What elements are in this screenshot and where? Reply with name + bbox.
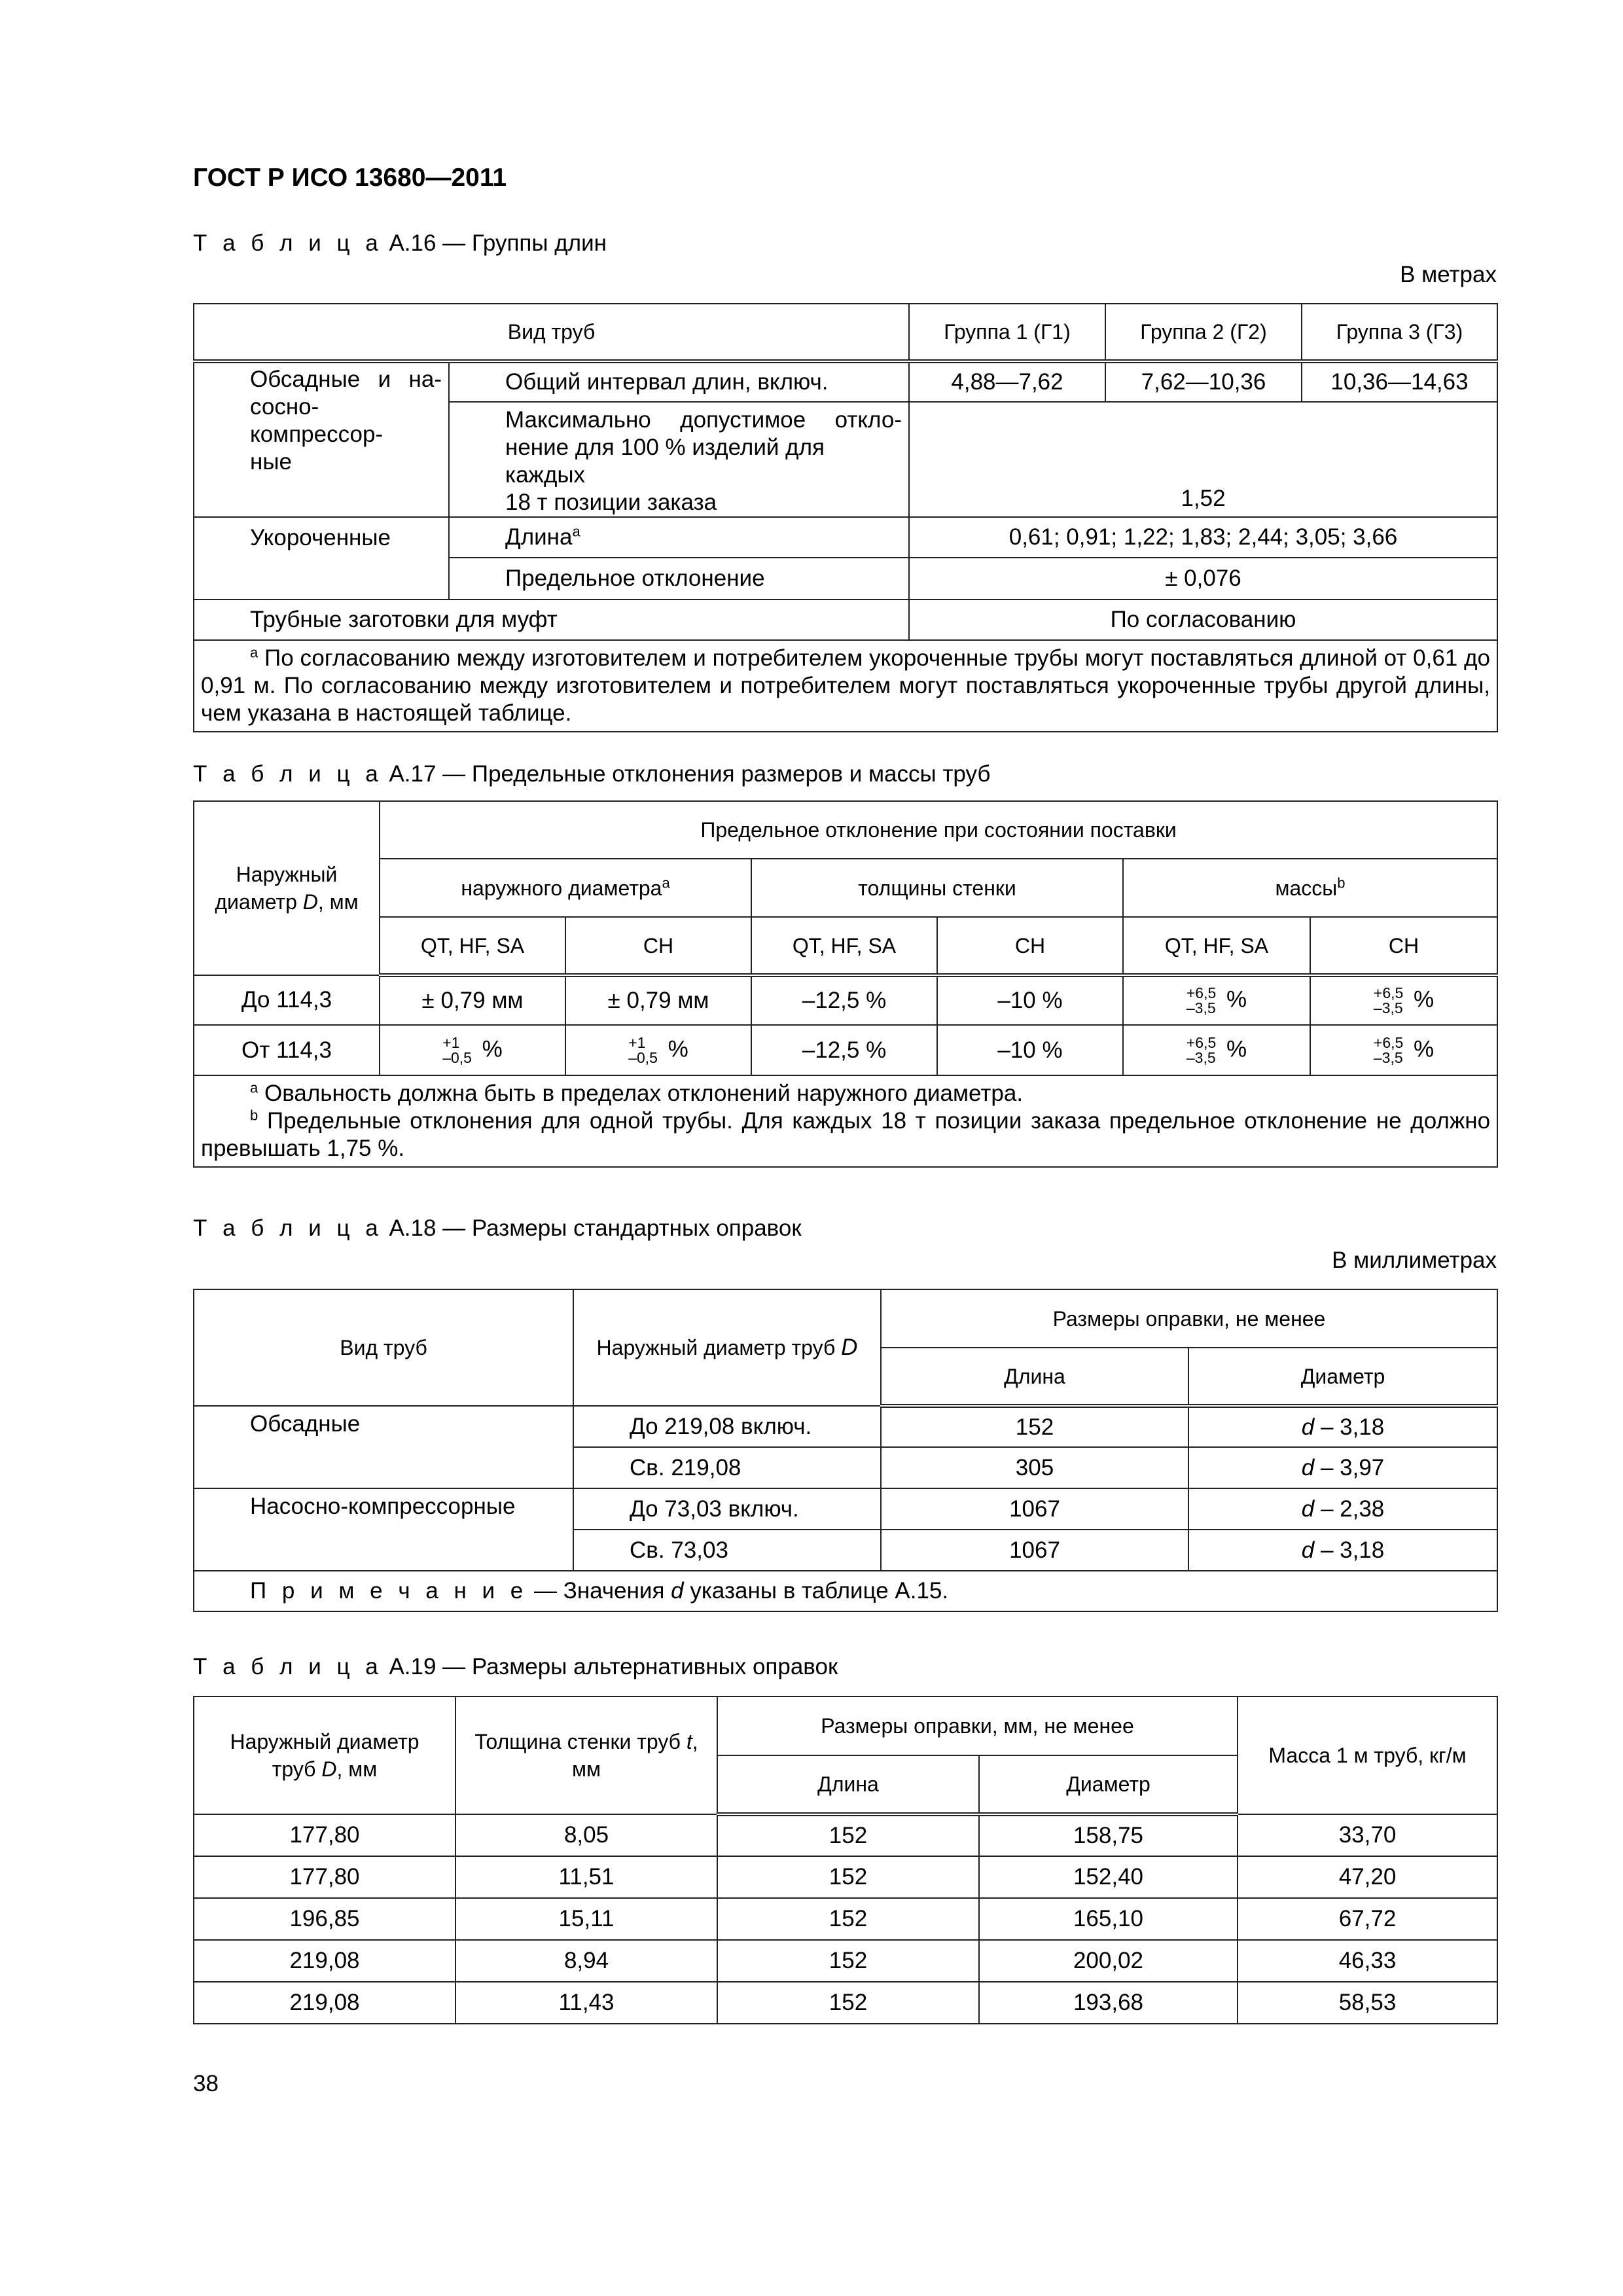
cell: –10 % [937,1025,1123,1075]
cell: Общий интервал длин, включ. [449,361,909,402]
cell: 152 [717,1814,979,1856]
col-header: Размеры оправки, мм, не менее [717,1696,1238,1755]
cell: 152 [717,1940,979,1982]
table-row [194,1025,1497,1075]
cell: От 114,3 [194,1025,380,1075]
cell: ± 0,076 [909,558,1497,600]
caption-prefix: Т а б л и ц а [193,1215,383,1241]
cell: 11,43 [455,1982,717,2024]
table-row [194,975,1497,1025]
cell: 67,72 [1238,1898,1497,1940]
table-a16 [193,303,1498,732]
cell: 177,80 [194,1814,455,1856]
col-header: Вид труб [194,304,909,361]
sub-header: Диаметр [979,1755,1238,1814]
col-header: Предельное отклонение при состоянии поставки [380,801,1497,859]
caption-text: А.19 — Размеры альтернативных оправок [382,1654,838,1679]
cell: Св. 73,03 [573,1530,881,1571]
row-label: Укороченные [194,517,449,600]
sub-header: QT, HF, SA [380,917,565,975]
cell: Длина$^a$ [449,517,909,558]
col-header: Толщина стенки труб t, мм [455,1696,717,1814]
cell: 152 [717,1856,979,1898]
cell: 1067 [881,1488,1188,1530]
table-row [194,1982,1497,2024]
cell: Предельное отклонение [449,558,909,600]
cell: +6,5 –3,5 % [1123,975,1310,1025]
cell: d – 3,18 [1188,1530,1497,1571]
col-header: Наружный диаметр D, мм [194,801,380,975]
cell: 152 [881,1406,1188,1447]
col-header: Наружный диаметр труб D [573,1289,881,1406]
row-label: Обсадные [194,1406,573,1488]
document-id: ГОСТ Р ИСО 13680—2011 [193,164,507,192]
cell: По согласованию [909,600,1497,640]
cell: До 219,08 включ. [573,1406,881,1447]
table-row [194,1898,1497,1940]
caption-text: А.17 — Предельные отклонения размеров и массы труб [382,761,991,787]
cell: 1,52 [909,402,1497,517]
col-header: Размеры оправки, не менее [881,1289,1497,1348]
tolerance: +1 –0,5 [442,1033,472,1066]
table-a19-caption [193,1654,838,1680]
tolerance: +6,5 –3,5 [1373,984,1404,1016]
cell: ± 0,79 мм [380,975,565,1025]
cell: 8,94 [455,1940,717,1982]
caption-text: А.18 — Размеры стандартных оправок [382,1215,802,1241]
cell: 177,80 [194,1856,455,1898]
caption-prefix: Т а б л и ц а [193,1654,383,1679]
cell: –10 % [937,975,1123,1025]
table-footnote: $^a$ По согласованию между изготовителем и потребителем укороченные трубы могут поставляться длиной от 0,61 до 0,91 м. По согласованию между изготовителем и потребителем могут поставляться укороченные трубы другой длины, чем указана в настоящей таблице. [194,640,1497,732]
table-a17-caption [193,761,990,787]
sub-header: QT, HF, SA [1123,917,1310,975]
sub-header: CH [565,917,751,975]
row-label: Трубные заготовки для муфт [194,600,909,640]
cell: 196,85 [194,1898,455,1940]
cell: 219,08 [194,1940,455,1982]
cell: До 114,3 [194,975,380,1025]
sub-header: CH [1310,917,1497,975]
table-a16-caption [193,230,607,257]
col-header: Вид труб [194,1289,573,1406]
cell: 152 [717,1982,979,2024]
cell: 10,36—14,63 [1302,361,1497,402]
caption-prefix: Т а б л и ц а [193,761,383,787]
caption-text: А.16 — Группы длин [382,230,607,256]
table-a17 [193,800,1498,1168]
cell: 1067 [881,1530,1188,1571]
cell: Максимально допустимое откло- нение для 100 % изделий для каждых 18 т позиции заказа [449,402,909,517]
cell: –12,5 % [751,975,937,1025]
cell: 7,62—10,36 [1105,361,1302,402]
col-header: толщины стенки [751,859,1123,917]
cell: 33,70 [1238,1814,1497,1856]
sub-header: Длина [881,1348,1188,1406]
cell: До 73,03 включ. [573,1488,881,1530]
cell: 158,75 [979,1814,1238,1856]
cell: d – 3,97 [1188,1447,1497,1488]
tolerance: +1 –0,5 [628,1033,658,1066]
table-note: П р и м е ч а н и е — Значения d указаны в таблице А.15. [194,1571,1497,1611]
sub-header: Длина [717,1755,979,1814]
cell: 8,05 [455,1814,717,1856]
col-header: Группа 1 (Г1) [909,304,1105,361]
caption-prefix: Т а б л и ц а [193,230,383,256]
table-a18 [193,1289,1498,1612]
cell: 165,10 [979,1898,1238,1940]
tolerance: +6,5 –3,5 [1373,1033,1404,1066]
cell: 46,33 [1238,1940,1497,1982]
table-a16-units: В метрах [1400,262,1497,287]
sub-header: Диаметр [1188,1348,1497,1406]
table-a18-units: В миллиметрах [1332,1247,1497,1273]
col-header: наружного диаметра$^a$ [380,859,751,917]
cell: 193,68 [979,1982,1238,2024]
col-header: Группа 2 (Г2) [1105,304,1302,361]
cell: +6,5 –3,5 % [1123,1025,1310,1075]
sub-header: QT, HF, SA [751,917,937,975]
cell: Св. 219,08 [573,1447,881,1488]
page-number: 38 [193,2071,219,2096]
sub-header: CH [937,917,1123,975]
table-footnote: $^a$ Овальность должна быть в пределах отклонений наружного диаметра. $^b$ Предельные отклонения для одной трубы. Для каждых 18 т позиции заказа предельное отклонение не должно превышать 1,75 %. [194,1075,1497,1167]
col-header: массы$^b$ [1123,859,1497,917]
table-row [194,1940,1497,1982]
row-label: Насосно-компрессорные [194,1488,573,1571]
table-row [194,1406,1497,1447]
col-header: Наружный диаметр труб D, мм [194,1696,455,1814]
cell: ± 0,79 мм [565,975,751,1025]
cell: 47,20 [1238,1856,1497,1898]
cell: +6,5 –3,5 % [1310,1025,1497,1075]
table-row [194,1814,1497,1856]
cell: d – 3,18 [1188,1406,1497,1447]
table-row [194,1488,1497,1530]
cell: 11,51 [455,1856,717,1898]
tolerance: +6,5 –3,5 [1186,1033,1217,1066]
cell: 200,02 [979,1940,1238,1982]
tolerance: +6,5 –3,5 [1186,984,1217,1016]
cell: 152,40 [979,1856,1238,1898]
cell: d – 2,38 [1188,1488,1497,1530]
cell: 58,53 [1238,1982,1497,2024]
cell: –12,5 % [751,1025,937,1075]
cell: 0,61; 0,91; 1,22; 1,83; 2,44; 3,05; 3,66 [909,517,1497,558]
cell: 219,08 [194,1982,455,2024]
cell: 4,88—7,62 [909,361,1105,402]
footnote-marker: a [572,523,580,540]
cell: +1 –0,5 % [380,1025,565,1075]
table-a18-caption [193,1215,802,1242]
cell: +6,5 –3,5 % [1310,975,1497,1025]
cell: +1 –0,5 % [565,1025,751,1075]
table-a19 [193,1696,1498,2024]
cell: 152 [717,1898,979,1940]
col-header: Масса 1 м труб, кг/м [1238,1696,1497,1814]
col-header: Группа 3 (Г3) [1302,304,1497,361]
row-label: Обсадные и на- сосно-компрессор- ные [194,361,449,517]
cell: 305 [881,1447,1188,1488]
cell: 15,11 [455,1898,717,1940]
table-row [194,1856,1497,1898]
